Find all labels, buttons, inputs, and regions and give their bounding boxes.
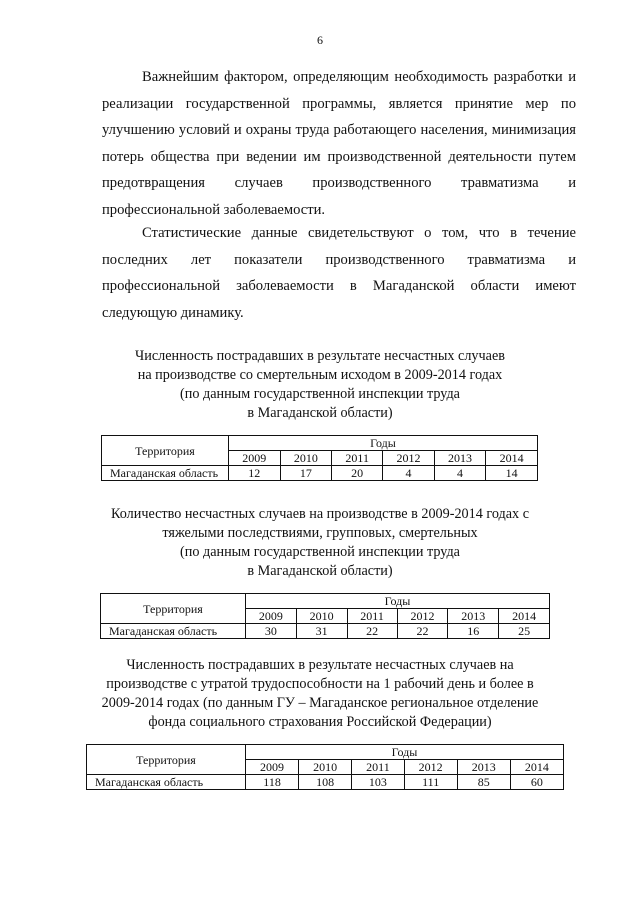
year-cell: 2012 <box>397 609 448 624</box>
table-header-row <box>87 745 564 760</box>
value-cell: 30 <box>246 624 297 639</box>
value-cell: 108 <box>299 775 352 790</box>
value-cell: 4 <box>434 466 486 481</box>
table-row <box>102 466 538 481</box>
page-number: 6 <box>317 33 323 47</box>
value-cell: 14 <box>486 466 538 481</box>
table-header-row <box>101 594 550 609</box>
table-title <box>0 347 640 423</box>
year-cell: 2011 <box>352 760 404 775</box>
paragraph-2-text: Статистические данные свидетельствуют о том, что в течение последних лет показатели производственного травматизма и профессиональной заболеваемости в Магаданской области имеют следующую динамику. <box>102 225 576 321</box>
year-cell: 2012 <box>404 760 457 775</box>
value-cell: 25 <box>499 624 550 639</box>
year-cell: 2013 <box>434 451 486 466</box>
year-cell: 2010 <box>296 609 347 624</box>
value-cell: 60 <box>510 775 563 790</box>
row-label: Магаданская область <box>101 624 246 639</box>
header-years: Годы <box>246 745 564 760</box>
title-line: в Магаданской области) <box>247 563 393 579</box>
paragraph-1 <box>102 64 576 223</box>
value-cell: 20 <box>332 466 383 481</box>
value-cell: 22 <box>397 624 448 639</box>
year-cell: 2009 <box>229 451 281 466</box>
header-years: Годы <box>246 594 550 609</box>
year-cell: 2013 <box>457 760 510 775</box>
row-label: Магаданская область <box>102 466 229 481</box>
table-block-2 <box>0 505 640 639</box>
paragraph-2 <box>102 220 576 326</box>
value-cell: 16 <box>448 624 499 639</box>
table-block-1 <box>0 347 640 481</box>
year-cell: 2009 <box>246 609 297 624</box>
title-line: тяжелыми последствиями, групповых, смертельных <box>162 525 478 541</box>
value-cell: 12 <box>229 466 281 481</box>
value-cell: 103 <box>352 775 404 790</box>
header-territory: Территория <box>101 594 246 624</box>
value-cell: 31 <box>296 624 347 639</box>
data-table <box>100 593 550 639</box>
title-line: на производстве со смертельным исходом в 2009-2014 годах <box>137 367 503 383</box>
year-cell: 2011 <box>347 609 397 624</box>
title-line: Численность пострадавших в результате несчастных случаев на <box>126 657 514 673</box>
table-title <box>0 505 640 581</box>
header-territory: Территория <box>102 436 229 466</box>
value-cell: 85 <box>457 775 510 790</box>
table-row <box>87 775 564 790</box>
paragraph-1-text: Важнейшим фактором, определяющим необходимость разработки и реализации государственной программы, является принятие мер по улучшению условий и охраны труда работающего населения, минимизация потерь общества при ведении им производственной деятельности путем предотвращения случаев производственного травматизма и профессиональной заболеваемости. <box>102 69 576 218</box>
value-cell: 118 <box>246 775 299 790</box>
year-cell: 2012 <box>383 451 435 466</box>
title-line: фонда социального страхования Российской Федерации) <box>148 714 492 730</box>
year-cell: 2013 <box>448 609 499 624</box>
data-table <box>86 744 564 790</box>
title-line: Численность пострадавших в результате несчастных случаев <box>135 348 505 364</box>
year-cell: 2011 <box>332 451 383 466</box>
title-line: Количество несчастных случаев на производстве в 2009-2014 годах с <box>110 506 529 522</box>
year-cell: 2010 <box>299 760 352 775</box>
data-table <box>101 435 538 481</box>
title-line: 2009-2014 годах (по данным ГУ – Магаданское региональное отделение <box>101 695 539 711</box>
title-line: (по данным государственной инспекции труда <box>180 386 460 402</box>
value-cell: 22 <box>347 624 397 639</box>
year-cell: 2010 <box>280 451 332 466</box>
table-title <box>0 656 640 732</box>
year-cell: 2014 <box>486 451 538 466</box>
value-cell: 4 <box>383 466 435 481</box>
value-cell: 111 <box>404 775 457 790</box>
year-cell: 2014 <box>510 760 563 775</box>
row-label: Магаданская область <box>87 775 246 790</box>
year-cell: 2009 <box>246 760 299 775</box>
title-line: (по данным государственной инспекции труда <box>180 544 460 560</box>
header-territory: Территория <box>87 745 246 775</box>
year-cell: 2014 <box>499 609 550 624</box>
table-block-3 <box>0 656 640 790</box>
header-years: Годы <box>229 436 538 451</box>
table-header-row <box>102 436 538 451</box>
title-line: производстве с утратой трудоспособности на 1 рабочий день и более в <box>106 676 534 692</box>
value-cell: 17 <box>280 466 332 481</box>
table-row <box>101 624 550 639</box>
title-line: в Магаданской области) <box>247 405 393 421</box>
